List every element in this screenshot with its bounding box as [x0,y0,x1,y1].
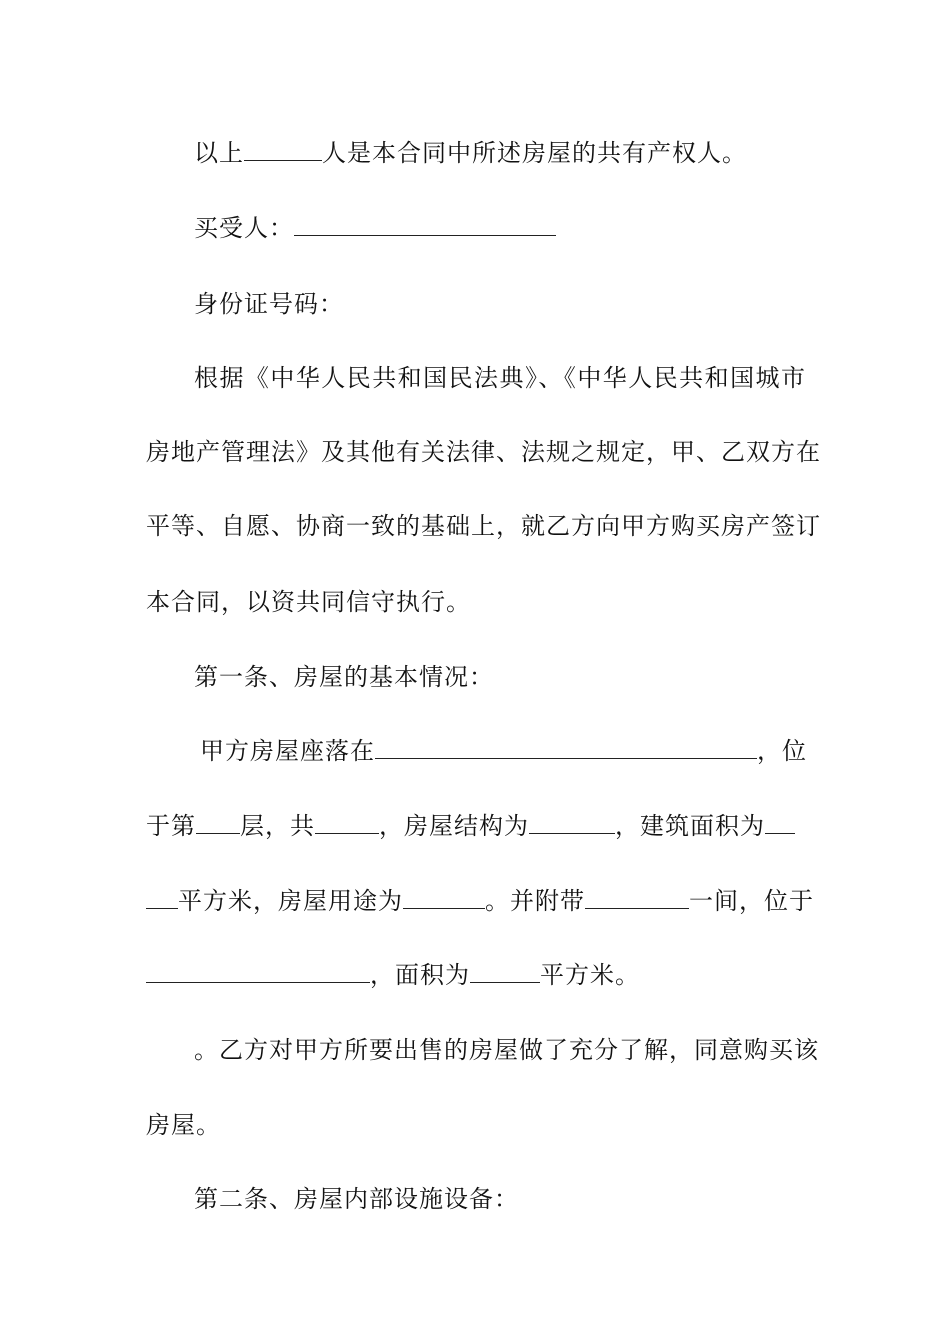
acknowledgement-line-1: 。乙方对甲方所要出售的房屋做了充分了解，同意购买该 [194,1036,819,1064]
article-1-line-2 [146,811,806,841]
co-owner-prefix: 以上 [194,139,244,167]
location-suffix: ，位 [757,737,807,765]
attached-area-blank[interactable] [470,960,540,983]
structure-label: ，房屋结构为 [379,812,529,840]
usage-label: 平方米，房屋用途为 [178,887,403,915]
building-area-blank-start[interactable] [765,811,795,834]
id-number-line [194,289,806,319]
article-1-title: 第一条、房屋的基本情况： [194,663,494,691]
attached-area-unit: 平方米。 [540,961,640,989]
attached-area-label: ，面积为 [370,961,470,989]
location-label: 甲方房屋座落在 [200,737,375,765]
article-1-line-1 [200,736,806,766]
buyer-line [194,213,806,243]
co-owner-count-blank[interactable] [244,138,322,161]
total-floors-label: 层，共 [240,812,315,840]
buyer-label: 买受人： [194,214,294,242]
building-area-blank-end[interactable] [146,886,178,909]
preamble-line-2: 房地产管理法》及其他有关法律、法规之规定，甲、乙双方在 [146,438,821,466]
article-1-line-4 [146,960,806,990]
buyer-name-blank[interactable] [294,213,556,236]
building-area-label: ，建筑面积为 [615,812,765,840]
preamble-line-3: 平等、自愿、协商一致的基础上，就乙方向甲方购买房产签订 [146,512,821,540]
id-number-label: 身份证号码： [194,290,344,318]
floor-blank[interactable] [196,811,240,834]
attached-item-blank[interactable] [585,886,689,909]
attached-label: 。并附带 [485,887,585,915]
preamble-line-1: 根据《中华人民共和国民法典》、《中华人民共和国城市 [194,364,806,392]
floor-label: 于第 [146,812,196,840]
article-1-line-3 [146,886,814,916]
attached-location-label: 一间，位于 [689,887,814,915]
location-blank[interactable] [375,736,757,759]
attached-location-blank[interactable] [146,960,370,983]
co-owner-suffix: 人是本合同中所述房屋的共有产权人。 [322,139,747,167]
acknowledgement-line-2: 房屋。 [146,1111,221,1139]
total-floors-blank[interactable] [315,811,379,834]
co-owner-statement [194,138,806,168]
preamble-line-4: 本合同，以资共同信守执行。 [146,588,471,616]
article-2-title: 第二条、房屋内部设施设备： [194,1185,519,1213]
usage-blank[interactable] [403,886,485,909]
structure-blank[interactable] [529,811,615,834]
